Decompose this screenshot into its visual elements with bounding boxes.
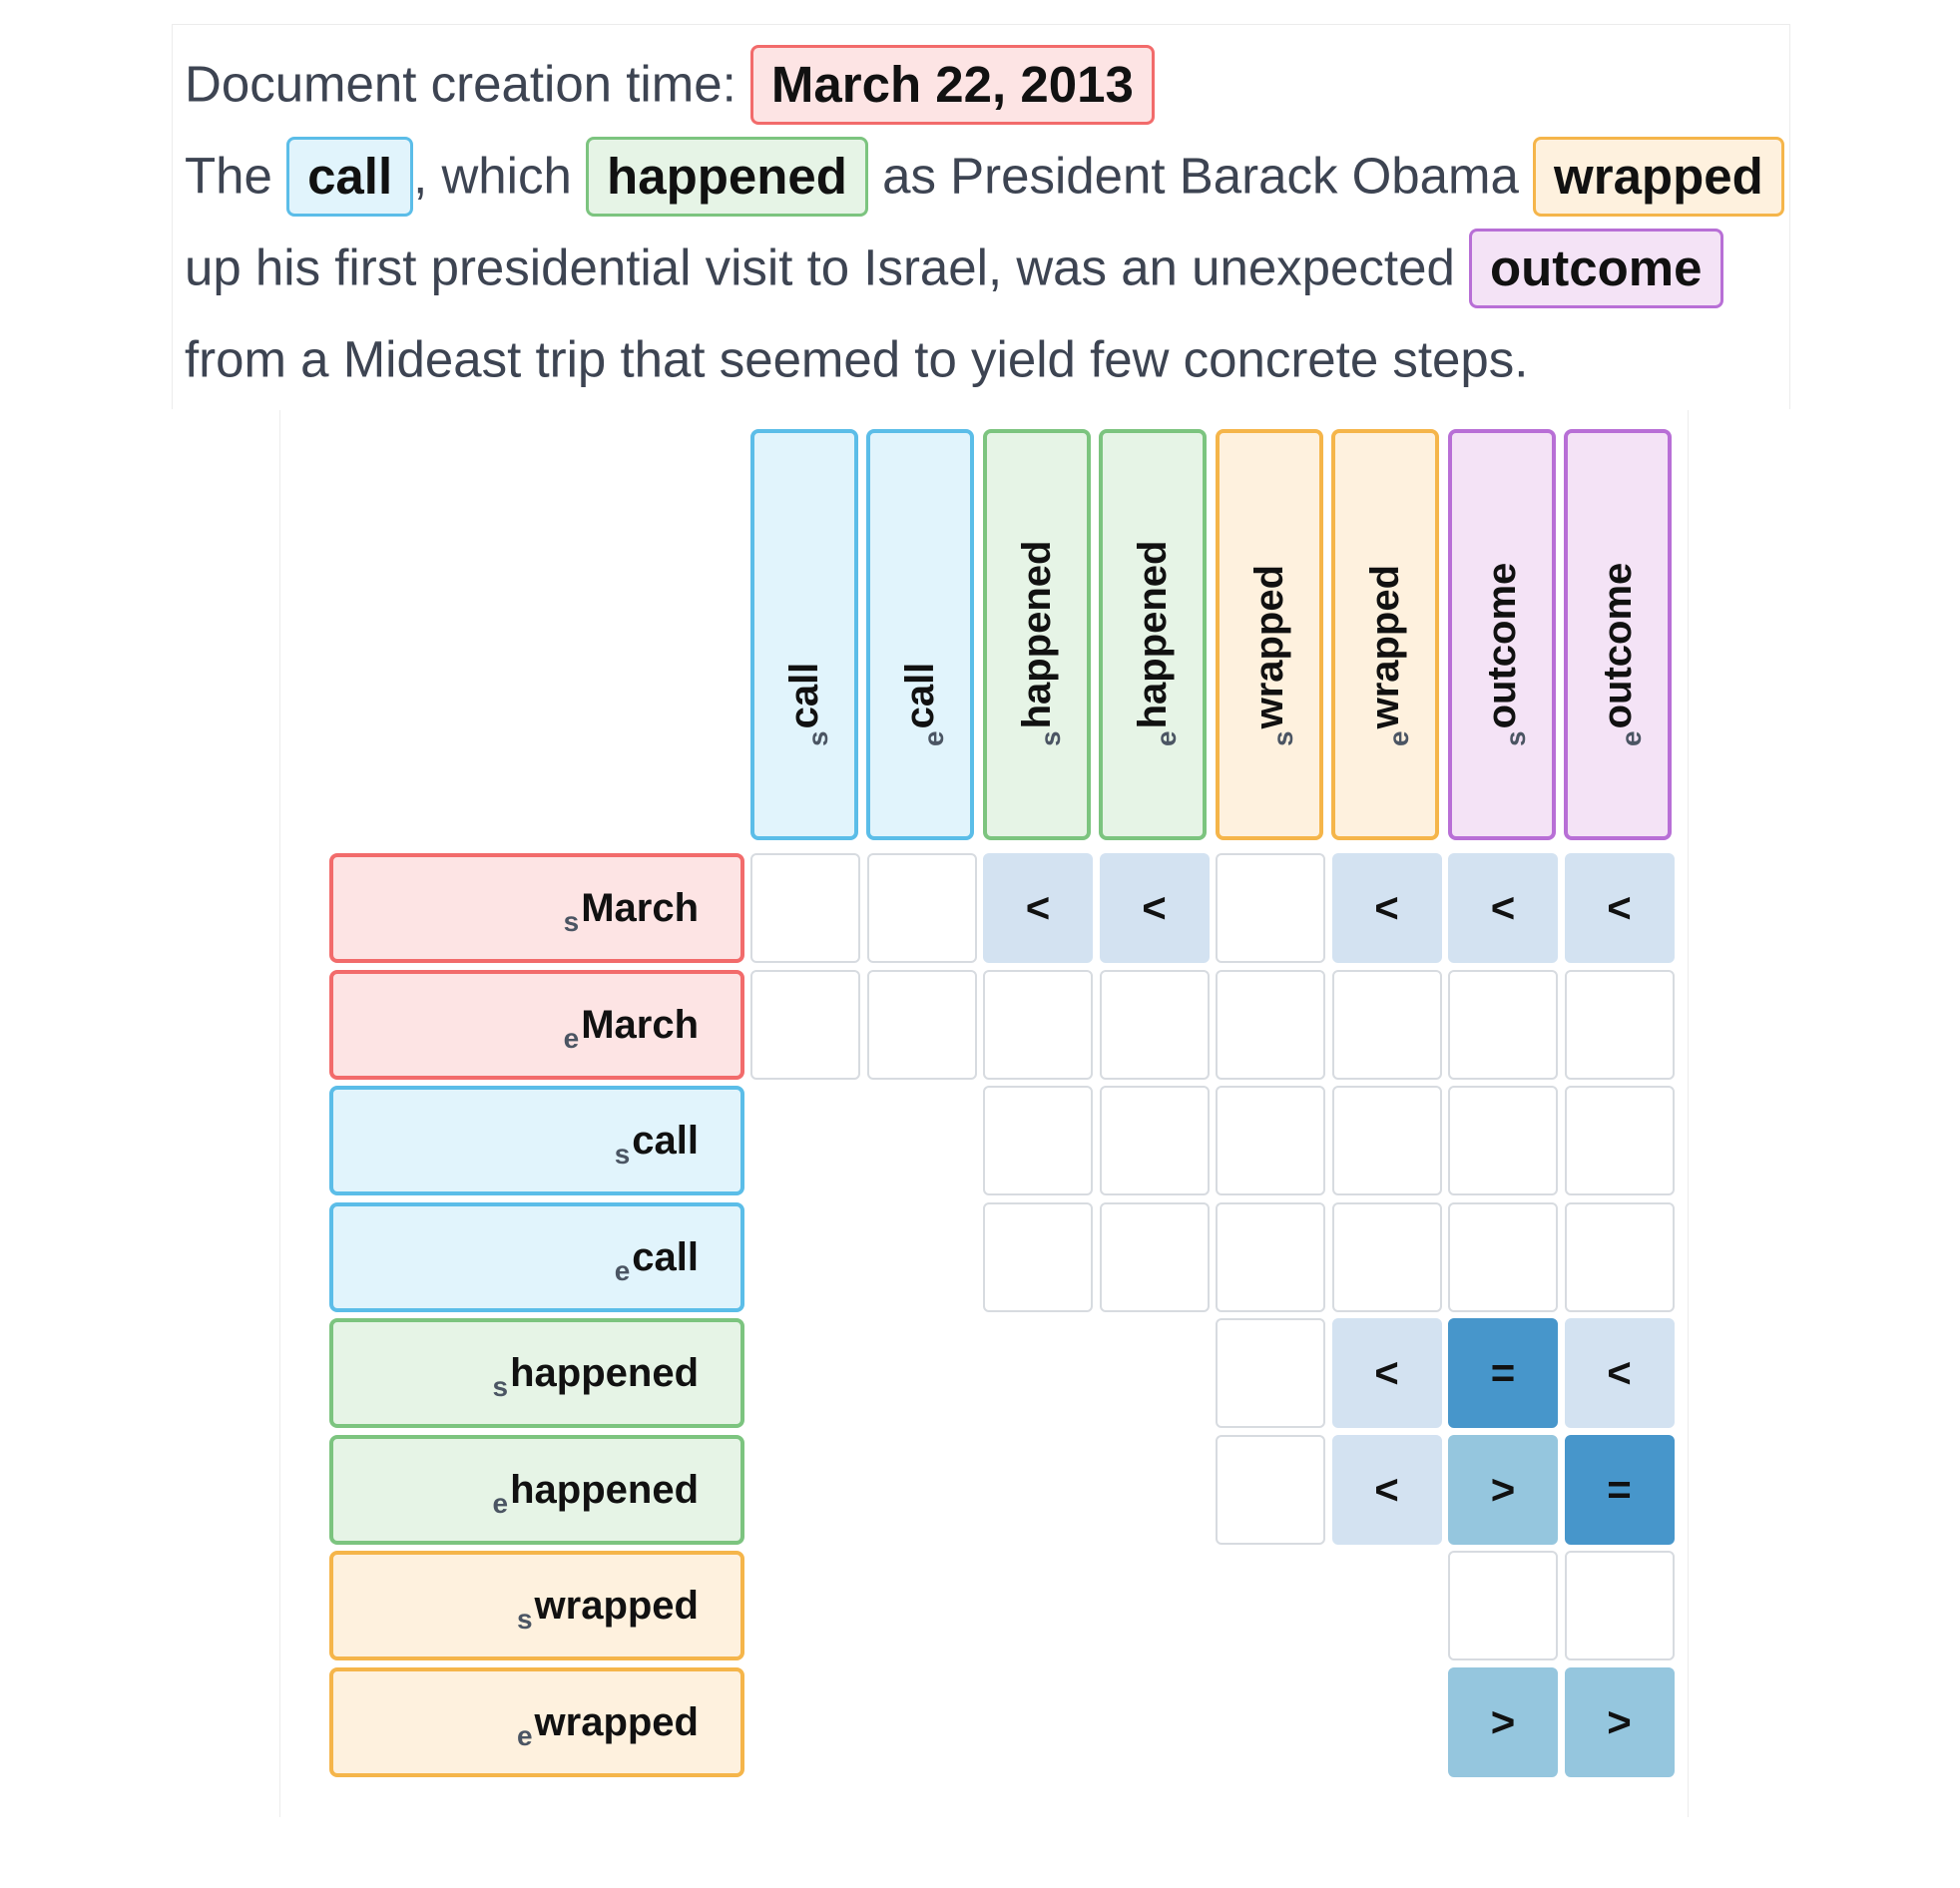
label-name: happened xyxy=(510,1351,699,1395)
subscript-marker: s xyxy=(563,906,580,937)
subscript-marker: e xyxy=(1616,730,1647,746)
relation-cell[interactable] xyxy=(1332,1202,1442,1312)
label-name: wrapped xyxy=(534,1584,699,1628)
sentence-line-2 xyxy=(185,223,1723,306)
row-header-e-wrapped[interactable] xyxy=(329,1667,744,1777)
column-label xyxy=(1479,562,1531,746)
relation-cell[interactable] xyxy=(1448,970,1558,1080)
row-header-e-March[interactable] xyxy=(329,970,744,1080)
relation-cell[interactable] xyxy=(867,853,977,963)
relation-cell[interactable]: > xyxy=(1448,1667,1558,1777)
label-name: outcome xyxy=(1479,562,1524,729)
column-header-e-wrapped[interactable] xyxy=(1331,429,1439,840)
subscript-marker: s xyxy=(1266,730,1298,746)
subscript-marker: s xyxy=(801,730,833,746)
relation-cell[interactable]: < xyxy=(983,853,1093,963)
label-name: outcome xyxy=(1596,562,1640,729)
text-segment: , which xyxy=(413,147,587,205)
column-label xyxy=(1363,564,1414,746)
row-header-s-happened[interactable] xyxy=(329,1318,744,1428)
relation-cell[interactable] xyxy=(983,1202,1093,1312)
relation-cell[interactable] xyxy=(1216,853,1325,963)
row-header-e-call[interactable] xyxy=(329,1202,744,1312)
subscript-marker: e xyxy=(1383,730,1414,746)
relation-cell[interactable] xyxy=(1216,1435,1325,1545)
text-segment: as President Barack Obama xyxy=(867,147,1534,205)
subscript-marker: e xyxy=(1151,730,1182,746)
relation-cell[interactable] xyxy=(1100,1086,1210,1195)
text-segment: up his first presidential visit to Israel, was an unexpected xyxy=(185,238,1469,296)
relation-cell[interactable] xyxy=(750,853,860,963)
dct-prefix: Document creation time: xyxy=(185,55,750,113)
relation-cell[interactable] xyxy=(750,970,860,1080)
subscript-marker: s xyxy=(516,1604,533,1635)
event-token-wrapped[interactable]: wrapped xyxy=(1533,137,1784,217)
row-header-e-happened[interactable] xyxy=(329,1435,744,1545)
text-segment: The xyxy=(185,147,287,205)
relation-cell[interactable]: < xyxy=(1332,1318,1442,1428)
relation-cell[interactable]: = xyxy=(1448,1318,1558,1428)
relation-cell[interactable] xyxy=(1216,1318,1325,1428)
relation-cell[interactable] xyxy=(1565,970,1675,1080)
column-label xyxy=(781,662,833,746)
column-label xyxy=(1014,540,1066,746)
label-name: March xyxy=(581,886,699,930)
subscript-marker: e xyxy=(516,1719,533,1751)
label-name: happened xyxy=(510,1467,699,1512)
column-label xyxy=(898,662,949,746)
column-header-e-outcome[interactable] xyxy=(1564,429,1672,840)
relation-cell[interactable]: < xyxy=(1448,853,1558,963)
sentence-line-1 xyxy=(185,131,1784,215)
relation-cell[interactable] xyxy=(983,1086,1093,1195)
label-name: happened xyxy=(1014,540,1059,729)
relation-cell[interactable]: < xyxy=(1332,853,1442,963)
relation-cell[interactable]: > xyxy=(1565,1667,1675,1777)
relation-cell[interactable] xyxy=(1448,1202,1558,1312)
row-header-s-call[interactable] xyxy=(329,1086,744,1195)
label-name: wrapped xyxy=(1246,564,1291,729)
relation-cell[interactable] xyxy=(1565,1202,1675,1312)
column-label xyxy=(1596,562,1647,746)
relation-cell[interactable] xyxy=(1216,1086,1325,1195)
row-header-s-March[interactable] xyxy=(329,853,744,963)
document-text-panel xyxy=(172,24,1790,409)
column-label xyxy=(1246,564,1298,746)
column-header-s-happened[interactable] xyxy=(983,429,1091,840)
subscript-marker: e xyxy=(614,1254,631,1286)
column-header-e-call[interactable] xyxy=(866,429,974,840)
subscript-marker: e xyxy=(563,1022,580,1054)
label-name: wrapped xyxy=(1363,564,1407,729)
relation-cell[interactable]: < xyxy=(1565,1318,1675,1428)
column-header-e-happened[interactable] xyxy=(1099,429,1207,840)
row-header-s-wrapped[interactable] xyxy=(329,1551,744,1660)
event-token-outcome[interactable]: outcome xyxy=(1469,229,1723,308)
relation-cell[interactable]: < xyxy=(1100,853,1210,963)
relation-cell[interactable] xyxy=(1448,1086,1558,1195)
label-name: call xyxy=(632,1119,699,1163)
column-header-s-call[interactable] xyxy=(750,429,858,840)
sentence-line-3 xyxy=(185,314,1528,398)
relation-cell[interactable]: < xyxy=(1565,853,1675,963)
column-header-s-outcome[interactable] xyxy=(1448,429,1556,840)
relation-cell[interactable]: > xyxy=(1448,1435,1558,1545)
relation-cell[interactable] xyxy=(867,970,977,1080)
label-name: call xyxy=(781,662,826,729)
subscript-marker: e xyxy=(918,730,949,746)
subscript-marker: e xyxy=(492,1487,509,1519)
dct-line xyxy=(185,39,1155,123)
relation-cell[interactable] xyxy=(1565,1551,1675,1660)
relation-cell[interactable] xyxy=(1332,1086,1442,1195)
relation-cell[interactable] xyxy=(1448,1551,1558,1660)
column-label xyxy=(1131,540,1182,746)
label-name: happened xyxy=(1131,540,1175,729)
relation-cell[interactable] xyxy=(1100,970,1210,1080)
subscript-marker: s xyxy=(1034,730,1066,746)
relation-cell[interactable] xyxy=(1100,1202,1210,1312)
subscript-marker: s xyxy=(614,1139,631,1170)
relation-cell[interactable] xyxy=(1565,1086,1675,1195)
relation-cell[interactable]: < xyxy=(1332,1435,1442,1545)
dct-token[interactable]: March 22, 2013 xyxy=(750,45,1155,125)
relation-cell[interactable] xyxy=(983,970,1093,1080)
relation-cell[interactable] xyxy=(1332,970,1442,1080)
event-token-happened[interactable]: happened xyxy=(586,137,868,217)
label-name: wrapped xyxy=(534,1699,699,1744)
subscript-marker: s xyxy=(492,1371,509,1402)
relation-cell[interactable] xyxy=(1216,970,1325,1080)
relation-cell[interactable] xyxy=(1216,1202,1325,1312)
subscript-marker: s xyxy=(1499,730,1531,746)
label-name: call xyxy=(898,662,942,729)
label-name: March xyxy=(581,1002,699,1047)
event-token-call[interactable]: call xyxy=(286,137,413,217)
column-header-s-wrapped[interactable] xyxy=(1216,429,1323,840)
label-name: call xyxy=(632,1234,699,1279)
text-segment: from a Mideast trip that seemed to yield few concrete steps. xyxy=(185,330,1529,388)
relation-cell[interactable]: = xyxy=(1565,1435,1675,1545)
